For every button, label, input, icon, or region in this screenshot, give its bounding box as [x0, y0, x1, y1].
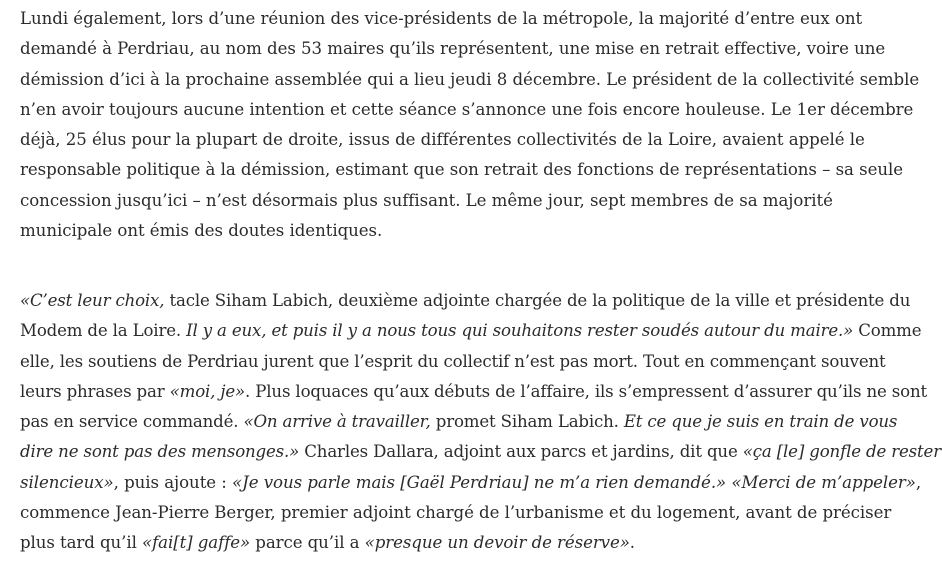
body-text: pas en service commandé.	[20, 412, 244, 432]
text-line	[20, 95, 919, 125]
quote-text: «presque un devoir de réserve»	[364, 533, 630, 553]
quote-text: «fai[t] gaffe»	[142, 533, 251, 553]
paragraph-1	[20, 4, 919, 246]
body-text: elle, les soutiens de Perdriau jurent que l’esprit du collectif n’est pas mort. Tout en commençant souvent	[20, 351, 886, 371]
text-line	[20, 65, 919, 95]
body-text: promet Siham Labich.	[430, 412, 624, 432]
text-line	[20, 34, 919, 64]
body-text: demandé à Perdriau, au nom des 53 maires qu’ils représentent, une mise en retrait effective, voire une	[20, 39, 886, 59]
body-text: déjà, 25 élus pour la plupart de droite, issus de différentes collectivités de la Loire, avaient appelé le	[20, 130, 865, 150]
paragraph-2	[20, 286, 941, 559]
body-text: démission d’ici à la prochaine assemblée qui a lieu jeudi 8 décembre. Le président de la collectivité semble	[20, 69, 920, 89]
text-line	[20, 216, 919, 246]
quote-text: «ça [le] gonfle de rester	[742, 442, 941, 462]
body-text: responsable politique à la démission, estimant que son retrait des fonctions de représentations – sa seule	[20, 160, 904, 180]
quote-text: «Je vous parle mais [Gaël Perdriau] ne m’a rien demandé.»	[232, 472, 727, 492]
text-line	[20, 4, 919, 34]
quote-text: «Merci de m’appeler»	[731, 472, 916, 492]
quote-text: Et ce que je suis en train de vous	[623, 412, 898, 432]
body-text: Charles Dallara, adjoint aux parcs et jardins, dit que	[299, 442, 743, 462]
text-line	[20, 437, 941, 467]
text-line	[20, 528, 941, 558]
text-line	[20, 468, 941, 498]
body-text: plus tard qu’il	[20, 533, 143, 553]
body-text: Comme	[853, 321, 922, 341]
body-text: . Plus loquaces qu’aux débuts de l’affaire, ils s’empressent d’assurer qu’ils ne sont	[245, 381, 927, 401]
quote-text: «C’est leur choix,	[20, 291, 165, 310]
body-text: .	[629, 533, 635, 553]
text-line	[20, 347, 941, 377]
body-text: leurs phrases par	[20, 381, 170, 401]
body-text: n’en avoir toujours aucune intention et cette séance s’annonce une fois encore houleuse. Le 1er décembre	[20, 99, 914, 119]
quote-text: dire ne sont pas des mensonges.»	[20, 442, 300, 462]
text-line	[20, 377, 941, 407]
body-text: tacle Siham Labich, deuxième adjointe chargée de la politique de la ville et présidente du	[164, 291, 911, 310]
quote-text: «On arrive à travailler,	[243, 412, 431, 432]
text-line	[20, 286, 941, 316]
body-text: parce qu’il a	[250, 533, 365, 553]
body-text: , puis ajoute :	[113, 472, 233, 492]
text-line	[20, 155, 919, 185]
body-text: Lundi également, lors d’une réunion des vice-présidents de la métropole, la majorité d’entre eux ont	[20, 9, 863, 28]
quote-text: silencieux»	[20, 472, 114, 492]
body-text: ,	[915, 472, 922, 492]
quote-text: Il y a eux, et puis il y a nous tous qui souhaitons rester soudés autour du maire.»	[186, 321, 854, 341]
body-text: Modem de la Loire.	[20, 321, 187, 341]
body-text: municipale ont émis des doutes identiques.	[20, 221, 383, 241]
text-line	[20, 498, 941, 528]
body-text: concession jusqu’ici – n’est désormais plus suffisant. Le même jour, sept membres de sa majorité	[20, 190, 833, 210]
text-line	[20, 186, 919, 216]
body-text: commence Jean-Pierre Berger, premier adjoint chargé de l’urbanisme et du logement, avant de préciser	[20, 503, 892, 523]
text-line	[20, 125, 919, 155]
text-line	[20, 316, 941, 346]
text-line	[20, 407, 941, 437]
quote-text: «moi, je»	[169, 381, 246, 401]
